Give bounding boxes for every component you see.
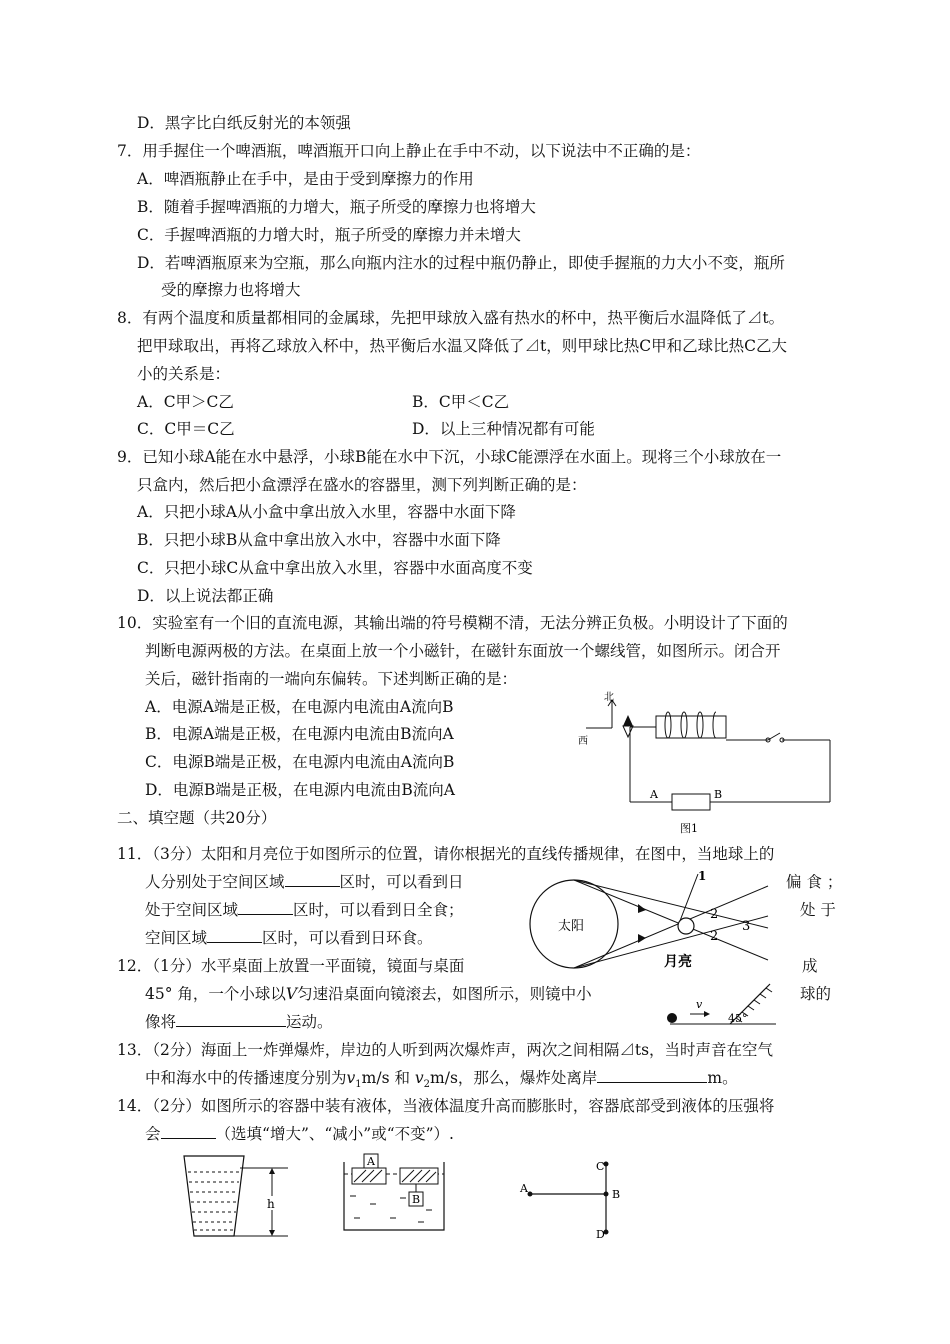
terminal-b-label: B [714,788,723,801]
q11-line3-part2: 区时，可以看到日全食； [293,901,464,919]
ray-arrows [638,904,646,943]
q12-line2-end: 球的 [800,985,832,1003]
eclipse-figure [528,866,778,978]
terminal-a-label: A [650,788,658,801]
q12-line3 [145,1012,333,1032]
q8-option-c: C．C甲＝C乙 [137,420,235,438]
region-2-upper-label: 2 [710,907,719,922]
q13-line2-part2: m/s 和 [361,1069,410,1087]
q13-line2-part3: m/s，那么，爆炸处离岸 [430,1069,598,1087]
q11-line2-part2: 区时，可以看到日 [339,873,464,891]
q12-line2-part2: 匀速沿桌面向镜滚去，如图所示，则镜中小 [297,985,592,1003]
q10-option-d: D．电源B端是正极，在电源内电流由B流向A [145,781,455,799]
q13-v1: v [346,1069,356,1087]
q11-line2-part1: 人分别处于空间区域 [145,873,285,891]
q13-blank[interactable] [597,1068,707,1083]
solenoid [656,712,726,738]
q11-blank-partial[interactable] [285,872,340,887]
q10-stem-line1: 10．实验室有一个旧的直流电源，其输出端的符号模糊不清，无法分辨正负极。小明设计了下面的 [117,614,788,632]
point-c-label: C [596,1160,605,1173]
point-b-label: B [612,1188,621,1201]
block-a-label: A [367,1155,375,1168]
q9-option-b: B．只把小球B从盒中拿出放入水中，容器中水面下降 [137,531,501,549]
q7-stem: 7．用手握住一个啤酒瓶，啤酒瓶开口向上静止在手中不动，以下说法中不正确的是： [117,142,701,160]
q12-blank[interactable] [176,1012,286,1027]
region-1-label: 1 [698,869,707,883]
q11-blank-annular[interactable] [207,928,262,943]
ball [667,1013,677,1023]
q13-line2 [145,1068,738,1095]
compass-axes [586,700,616,728]
region-3-label: 3 [742,919,751,934]
q12-line2-part1: 45° 角，一个小球以 [145,985,286,1003]
height-arrow-top [269,1168,275,1174]
q11-line2 [145,872,464,892]
q7-option-d-line1: D．若啤酒瓶原来为空瓶，那么向瓶内注水的过程中瓶仍静止，即使手握瓶的力大小不变，瓶所 [137,254,785,272]
moon-label: 月亮 [664,954,692,970]
q8-stem-line2: 把甲球取出，再将乙球放入杯中，热平衡后水温又降低了⊿t，则甲球比热C甲和乙球比热C乙大 [137,337,787,355]
q9-option-d: D．以上说法都正确 [137,587,274,605]
q10-option-a: A．电源A端是正极，在电源内电流由A流向B [145,698,454,716]
q14-blank[interactable] [161,1124,216,1139]
q14-line2 [145,1124,454,1144]
q13-line2-part1: 中和海水中的传播速度分别为 [145,1069,347,1087]
q10-option-c: C．电源B端是正极，在电源内电流由A流向B [145,753,455,771]
q8-stem-line1: 8．有两个温度和质量都相同的金属球，先把甲球放入盛有热水的杯中，热平衡后水温降低了⊿t。 [117,309,785,327]
q11-line2-end: 偏 食 ； [786,873,843,891]
q6-option-d: D．黑字比白纸反射光的本领强 [137,114,351,132]
q12-line3-part1: 像将 [145,1013,177,1031]
velocity-arrowhead [704,1011,710,1017]
q9-option-a: A．只把小球A从小盒中拿出放入水里，容器中水面下降 [137,503,516,521]
q9-stem-line2: 只盒内，然后把小盒漂浮在盛水的容器里，测下列判断正确的是： [137,476,587,494]
q13-v1-sub: 1 [355,1079,362,1091]
height-arrow-bottom [269,1230,275,1236]
q9-option-c: C．只把小球C从盒中拿出放入水里，容器中水面高度不变 [137,559,533,577]
q7-option-c: C．手握啤酒瓶的力增大时，瓶子所受的摩擦力并未增大 [137,226,521,244]
moon [678,918,694,934]
figure-caption: 图1 [680,822,698,835]
q10-stem-line3: 关后，磁针指南的一端向东偏转。下述判断正确的是： [145,670,518,688]
power-source [672,794,710,810]
q7-option-d-line2: 受的摩擦力也将增大 [161,281,301,299]
velocity-label: v [696,998,703,1011]
q8-option-b: B．C甲＜C乙 [412,393,510,411]
region-2-lower-label: 2 [710,929,719,944]
q13-line2-part4: m。 [707,1069,738,1087]
container-figure [176,1150,296,1242]
point-a-label: A [520,1182,528,1195]
q14-stem-line1: 14．（2分）如图所示的容器中装有液体，当液体温度升高而膨胀时，容器底部受到液体的压强将 [117,1097,775,1115]
tapered-container [184,1156,244,1236]
north-label: 北 [604,692,614,703]
q12-line1: 12．（1分）水平桌面上放置一平面镜，镜面与桌面 [117,957,465,975]
sun-label: 太阳 [558,919,585,934]
q14-line2-part2: （选填“增大”、“减小”或“不变”）. [215,1125,454,1143]
q11-stem-line1: 11．（3分）太阳和月亮位于如图所示的位置，请你根据光的直线传播规律，在图中，当地球上的 [117,845,775,863]
switch [766,733,784,742]
section-2-heading: 二、填空题（共20分） [117,809,277,827]
point-a [528,1192,533,1197]
point-d-label: D [596,1228,605,1241]
q13-v2-sub: 2 [423,1079,431,1091]
mirror-figure [650,976,790,1028]
tank-figure [340,1152,452,1234]
q11-line4-part1: 空间区域 [145,929,208,947]
circuit-figure [572,688,842,838]
q11-line3-end: 处 于 [800,901,836,919]
q8-option-d: D．以上三种情况都有可能 [412,420,595,438]
point-b [604,1192,609,1197]
q11-line4 [145,928,433,948]
q8-stem-line3: 小的关系是： [137,365,231,383]
q14-line2-part1: 会 [145,1125,161,1143]
q11-blank-total[interactable] [238,900,293,915]
q12-line1-end: 成 [802,957,818,975]
height-label: h [267,1197,275,1211]
q12-line3-part2: 运动。 [286,1013,333,1031]
q7-option-a: A．啤酒瓶静止在手中，是由于受到摩擦力的作用 [137,170,474,188]
t-figure [516,1158,626,1242]
q10-option-b: B．电源A端是正极，在电源内电流由B流向A [145,725,454,743]
west-label: 西 [578,736,588,747]
q8-option-a: A．C甲＞C乙 [137,393,234,411]
q10-stem-line2: 判断电源两极的方法。在桌面上放一个小磁针，在磁针东面放一个螺线管，如图所示。闭合开 [145,642,781,660]
q12-line2 [145,984,592,1004]
angle-label: 45° [728,1012,748,1025]
q11-line4-part2: 区时，可以看到日环食。 [262,929,433,947]
q11-line3 [145,900,464,920]
q13-stem-line1: 13．（2分）海面上一炸弹爆炸，岸边的人听到两次爆炸声，两次之间相隔⊿ts，当时声音在空气 [117,1041,774,1059]
magnetic-needle [623,715,633,737]
block-b-label: B [412,1193,421,1206]
q11-line3-part1: 处于空间区域 [145,901,239,919]
q7-option-b: B．随着手握啤酒瓶的力增大，瓶子所受的摩擦力也将增大 [137,198,536,216]
q13-v2: v [414,1069,424,1087]
q12-velocity-symbol: V [285,985,298,1003]
q9-stem-line1: 9．已知小球A能在水中悬浮，小球B能在水中下沉，小球C能漂浮在水面上。现将三个小球放在一 [117,448,782,466]
